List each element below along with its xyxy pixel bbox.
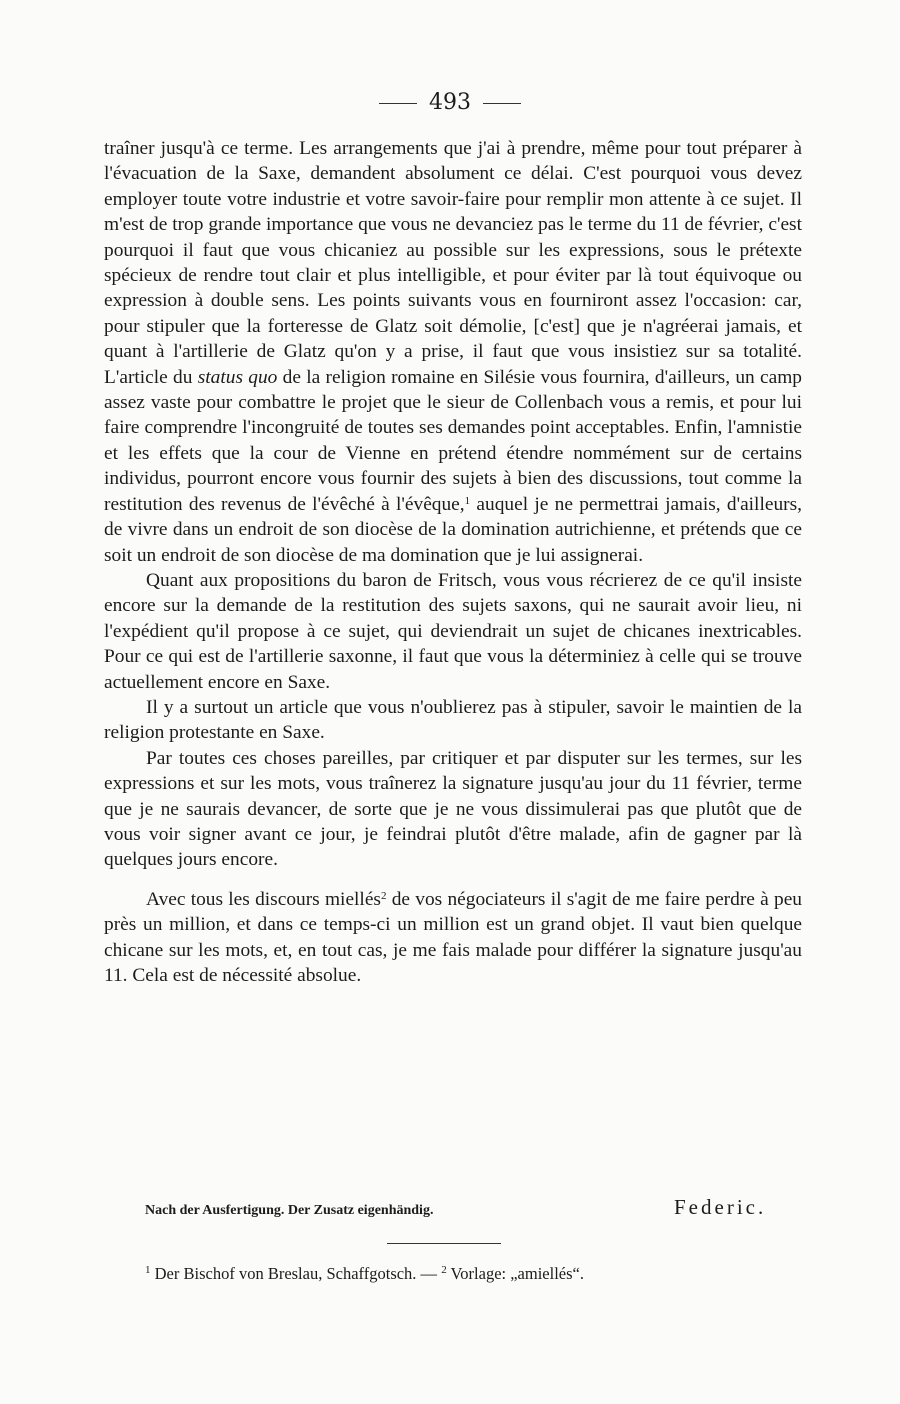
page-header [0,90,900,116]
status-quo-italic: status quo [197,366,278,388]
signature: Federic. [674,1195,767,1219]
paragraph-4: Par toutes ces choses pareilles, par critiquer et par disputer sur les termes, sur les expressions et sur les mots, vous traînerez la signature jusqu'au jour du 11 février, terme que je ne saurais devancer, de sorte que je ne vous dissimulerai pas que plutôt que de vous voir signer avant ce jour, je feindrai plutôt d'être malade, afin de gagner par là quelques jours encore. [104,747,802,871]
paragraph-3: Il y a surtout un article que vous n'oublierez pas à stipuler, savoir le maintien de la religion protestante en Saxe. [104,696,802,744]
paragraph-5-postscript: Avec tous les discours miellés$^2$ de vos négociateurs il s'agit de me faire perdre à peu près un million, et dans ce temps-ci un million est un grand objet. Il vaut bien quelque chicane sur les mots, et, en tout cas, je me fais malade pour différer la signature jusqu'au 11. Cela est de nécessité absolue. [104,888,802,986]
letter-body [104,136,802,988]
source-note: Nach der Ausfertigung. Der Zusatz eigenhändig. [145,1203,434,1218]
footnote-marker-1: 1 [464,494,471,507]
footnote-1-text: Der Bischof von Breslau, Schaffgotsch. — [150,1264,442,1283]
footnote-divider [387,1243,501,1244]
footnote-1-marker: 1 [145,1264,151,1276]
header-dash-left [379,103,417,104]
footnote-2-text: Vorlage: „amiellés“. [446,1264,584,1283]
header-dash-right [483,103,521,104]
paragraph-2: Quant aux propositions du baron de Fritsch, vous vous récrierez de ce qu'il insiste encore sur la demande de la restitution des sujets saxons, qui ne saurait avoir lieu, ni l'expédient qu'il propose à ce sujet, qui deviendrait un sujet de chicanes inextricables. Pour ce qui est de l'artillerie saxonne, il faut que vous la déterminiez à celle qui se trouve actuellement encore en Saxe. [104,569,802,693]
footnote-marker-2: 2 [380,889,387,902]
paragraph-1: traîner jusqu'à ce terme. Les arrangements que j'ai à prendre, même pour tout préparer à l'évacuation de la Saxe, demandent absolument ce délai. C'est pourquoi vous devez employer toute votre industrie et votre savoir-faire pour remplir mon attente à ce sujet. Il m'est de trop grande importance que vous ne devanciez pas le terme du 11 de février, c'est pourquoi il faut que vous chicaniez au possible sur les expressions, sous le prétexte spécieux de rendre tout clair et plus intelligible, et pour éviter par là tout équivoque ou expression à double sens. Les points suivants vous en fourniront assez l'occasion: car, pour stipuler que la forteresse de Glatz soit démolie, [c'est] que je n'agréerai jamais, et quant à l'artillerie de Glatz qu'on y a prise, il faut que vous insistiez sur sa totalité. L'article du status quo de la religion romaine en Silésie vous fournira, d'ailleurs, un camp assez vaste pour combattre le projet que le sieur de Collenbach vous a remis, et pour lui faire comprendre l'incongruité de toutes ses demandes point acceptables. Enfin, l'amnistie et les effets que la cour de Vienne en prétend étendre nommément sur de certains individus, pourront encore vous fournir des sujets à bien des discussions, tout comme la restitution des revenus de l'évêché à l'évêque,$^1$ auquel je ne permettrai jamais, d'ailleurs, de vivre dans un endroit de son diocèse de la domination autrichienne, et prétends que ce soit un endroit de son diocèse de ma domination que je lui assignerai. [104,138,802,566]
page-number: 493 [429,90,471,115]
footnote-2-marker: 2 [441,1264,447,1276]
footnotes [145,1264,845,1284]
